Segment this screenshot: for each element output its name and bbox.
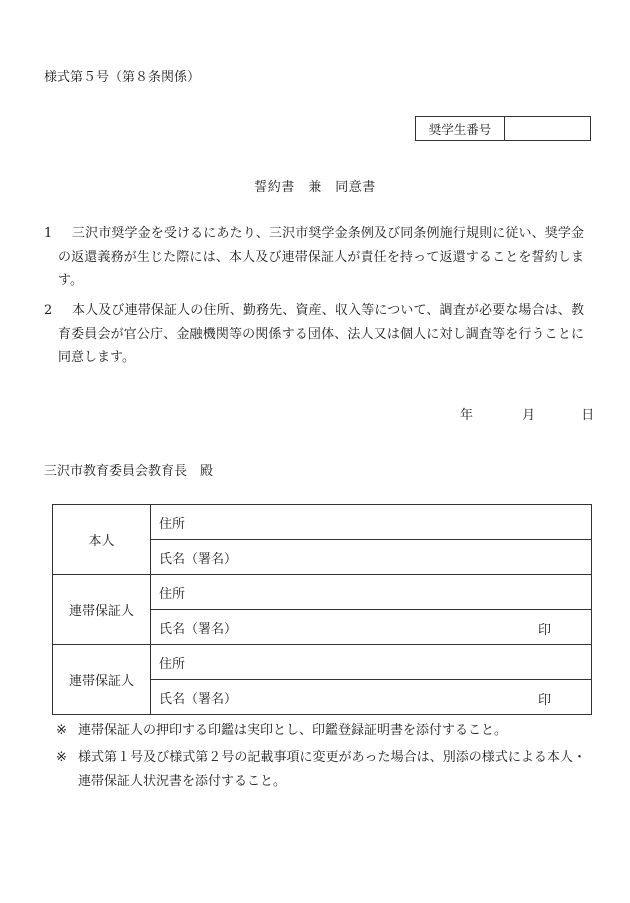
- note-2: [56, 746, 586, 793]
- date-line: [460, 404, 594, 423]
- note-mark: ※: [56, 723, 67, 738]
- note-text: 様式第１号及び様式第２号の記載事項に変更があった場合は、別添の様式による本人・連帯保証人状況書を添付すること。: [78, 750, 586, 789]
- signer-role: 連帯保証人: [53, 575, 151, 645]
- scholarship-number-field[interactable]: [505, 117, 590, 140]
- signer-row-principal-address: [53, 505, 592, 540]
- date-day-label: 日: [581, 408, 595, 423]
- clause-number: 2: [44, 303, 53, 318]
- address-field[interactable]: [151, 645, 592, 680]
- signer-role: 本人: [53, 505, 151, 575]
- name-label: 氏名（署名）: [159, 691, 238, 707]
- clause-1: [44, 222, 584, 293]
- address-label: 住所: [159, 516, 186, 532]
- signer-row-guarantor1-address: [53, 575, 592, 610]
- scholarship-number-label: 奨学生番号: [416, 117, 505, 140]
- note-1: [56, 719, 586, 743]
- address-label: 住所: [159, 586, 186, 602]
- signature-table: [52, 504, 592, 715]
- date-year-label: 年: [460, 408, 474, 423]
- seal-mark: 印: [537, 623, 551, 638]
- name-field[interactable]: [151, 540, 592, 575]
- addressee: 三沢市教育委員会教育長 殿: [44, 464, 214, 479]
- note-mark: ※: [56, 750, 67, 765]
- name-label: 氏名（署名）: [159, 551, 238, 567]
- note-text: 連帯保証人の押印する印鑑は実印とし、印鑑登録証明書を添付すること。: [78, 723, 508, 738]
- address-label: 住所: [159, 656, 186, 672]
- clause-text: 三沢市奨学金を受けるにあたり、三沢市奨学金条例及び同条例施行規則に従い、奨学金の返還義務が生じた際には、本人及び連帯保証人が責任を持って返還することを誓約します。: [58, 226, 584, 288]
- clause-text: 本人及び連帯保証人の住所、勤務先、資産、収入等について、調査が必要な場合は、教育委員会が官公庁、金融機関等の関係する団体、法人又は個人に対し調査等を行うことに同意します。: [58, 303, 584, 365]
- signer-row-guarantor2-address: [53, 645, 592, 680]
- seal-mark: 印: [537, 693, 551, 708]
- form-number-label: 様式第５号（第８条関係）: [44, 70, 201, 85]
- name-field[interactable]: [151, 680, 592, 715]
- clause-2: [44, 299, 584, 370]
- name-label: 氏名（署名）: [159, 621, 238, 637]
- name-field[interactable]: [151, 610, 592, 645]
- address-field[interactable]: [151, 505, 592, 540]
- document-title: 誓約書 兼 同意書: [254, 180, 376, 195]
- address-field[interactable]: [151, 575, 592, 610]
- date-month-label: 月: [522, 408, 536, 423]
- scholarship-number-box: [415, 116, 591, 141]
- signer-role: 連帯保証人: [53, 645, 151, 715]
- clause-number: 1: [44, 226, 53, 241]
